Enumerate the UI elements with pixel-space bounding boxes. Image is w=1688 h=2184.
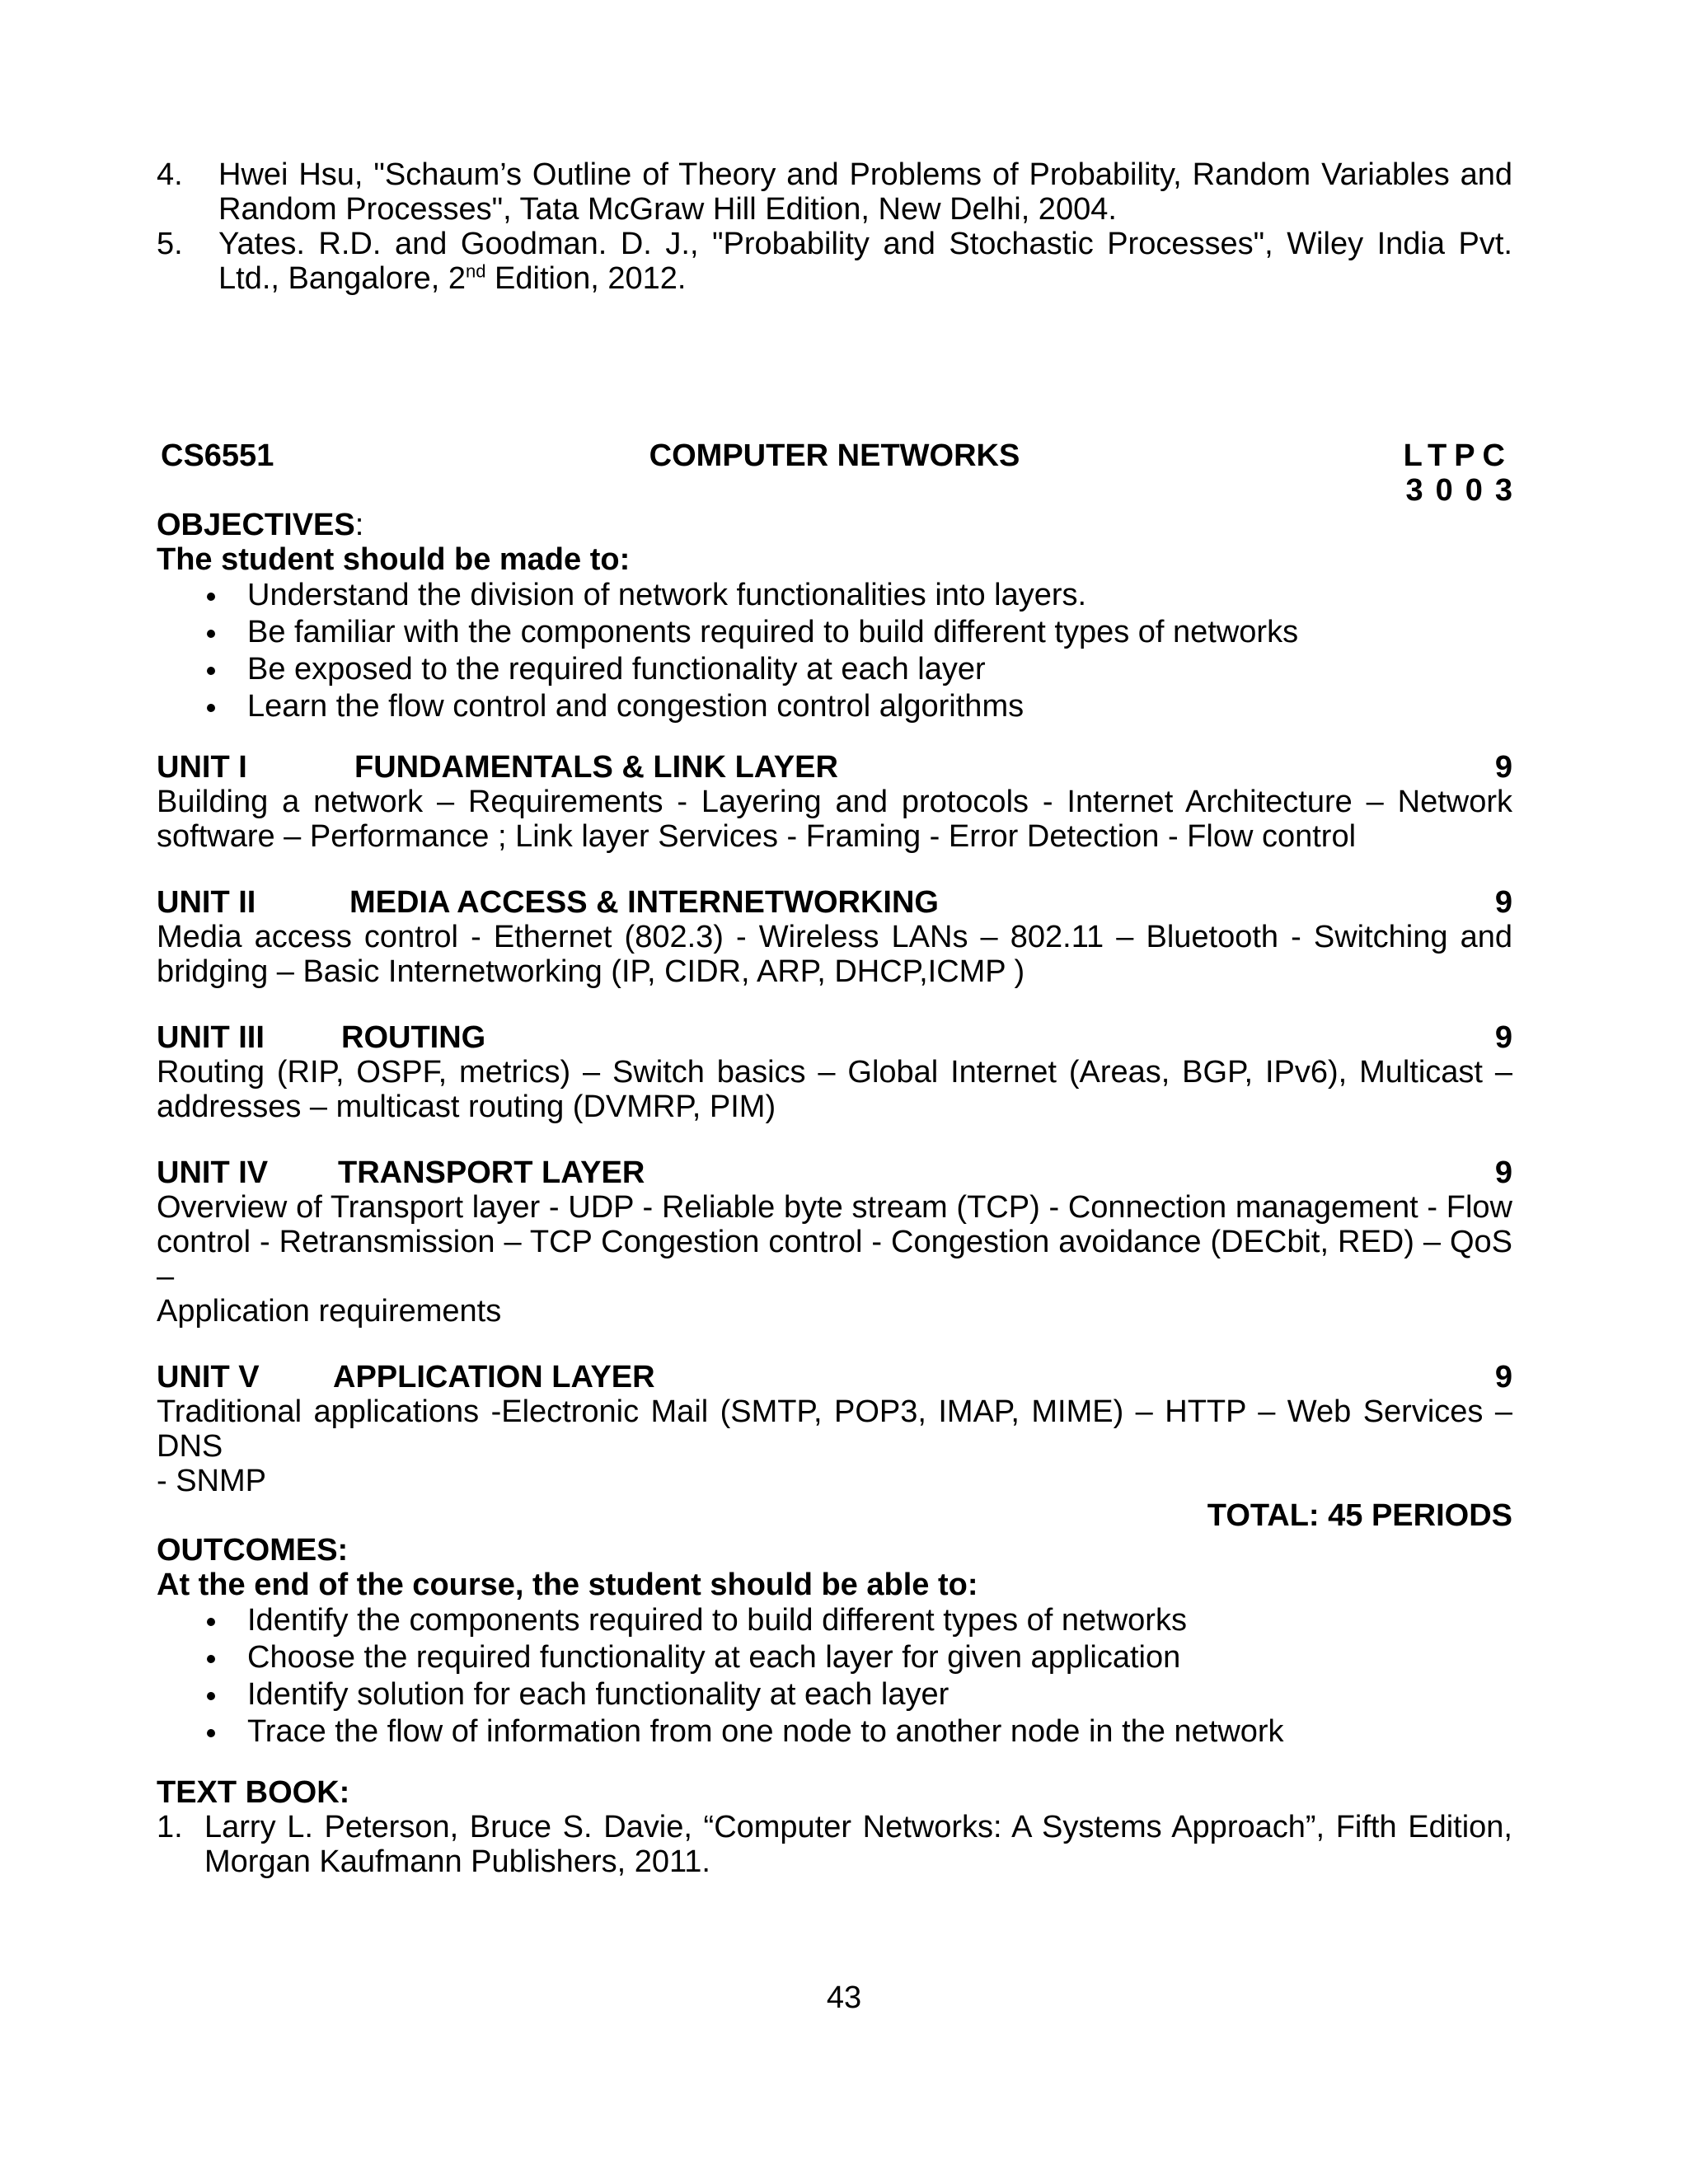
list-item: Be exposed to the required functionality at each layer [200, 651, 1512, 688]
reference-item [157, 227, 1512, 296]
unit-title: FUNDAMENTALS & LINK LAYER [354, 750, 838, 785]
unit-number: UNIT IV [157, 1155, 269, 1190]
unit-title: TRANSPORT LAYER [338, 1155, 645, 1190]
reference-number: 4. [157, 157, 183, 192]
unit-number: UNIT II [157, 885, 256, 920]
objectives-list [157, 577, 1512, 725]
unit-line: addresses – multicast routing (DVMRP, PIM) [157, 1090, 776, 1124]
total-periods: TOTAL: 45 PERIODS [1207, 1498, 1512, 1533]
course-title: COMPUTER NETWORKS [649, 438, 1020, 473]
unit-heading [157, 1020, 1512, 1055]
objectives-intro: The student should be made to: [157, 542, 631, 577]
unit-line: Overview of Transport layer - UDP - Reliable byte stream (TCP) - Connection management - Flow [157, 1190, 1512, 1225]
unit-line: control - Retransmission – TCP Congestion control - Congestion avoidance (DECbit, RED) – QoS – [157, 1225, 1512, 1294]
unit-title: MEDIA ACCESS & INTERNETWORKING [349, 885, 939, 920]
reference-item [157, 157, 1512, 227]
list-item: Learn the flow control and congestion control algorithms [200, 688, 1512, 725]
unit-line: Routing (RIP, OSPF, metrics) – Switch basics – Global Internet (Areas, BGP, IPv6), Multicast – [157, 1055, 1512, 1090]
unit-hours: 9 [1494, 885, 1512, 920]
textbook-text [204, 1810, 1512, 1879]
unit-line: Media access control - Ethernet (802.3) - Wireless LANs – 802.11 – Bluetooth - Switching and [157, 920, 1512, 954]
reference-number: 5. [157, 227, 183, 261]
unit-hours: 9 [1494, 1360, 1512, 1394]
unit-hours: 9 [1494, 1155, 1512, 1190]
textbook-line: Morgan Kaufmann Publishers, 2011. [204, 1844, 710, 1879]
ltpc-values: 3003 [1405, 473, 1525, 508]
unit-number: UNIT III [157, 1020, 265, 1055]
course-code: CS6551 [161, 438, 274, 473]
unit-title: ROUTING [341, 1020, 486, 1055]
outcomes-heading: OUTCOMES: [157, 1533, 349, 1568]
textbook-heading: TEXT BOOK: [157, 1775, 350, 1810]
outcomes-intro: At the end of the course, the student should be able to: [157, 1568, 978, 1602]
unit-section [157, 1020, 1512, 1124]
unit-line: Building a network – Requirements - Layering and protocols - Internet Architecture – Network [157, 785, 1512, 819]
list-item: Identify the components required to build different types of networks [200, 1602, 1512, 1639]
reference-text: Hwei Hsu, "Schaum’s Outline of Theory and Problems of Probability, Random Variables and Random Processes", Tata McGraw Hill Edition, New Delhi, 2004. [218, 157, 1512, 227]
reference-text [218, 227, 1512, 296]
ordinal-suffix: nd [466, 260, 486, 282]
unit-section [157, 750, 1512, 854]
list-item: Trace the flow of information from one node to another node in the network [200, 1713, 1512, 1750]
unit-heading [157, 885, 1512, 920]
unit-section [157, 1155, 1512, 1329]
unit-line: Traditional applications -Electronic Mail (SMTP, POP3, IMAP, MIME) – HTTP – Web Services – DNS [157, 1394, 1512, 1464]
objectives-heading: OBJECTIVES: [157, 508, 364, 542]
page-number: 43 [826, 1980, 862, 2015]
unit-title: APPLICATION LAYER [333, 1360, 655, 1394]
outcomes-list [157, 1602, 1512, 1750]
textbook-line: Larry L. Peterson, Bruce S. Davie, “Computer Networks: A Systems Approach”, Fifth Edition, [204, 1810, 1512, 1844]
list-item: Be familiar with the components required to build different types of networks [200, 614, 1512, 651]
course-header [157, 438, 1512, 473]
list-item: Identify solution for each functionality at each layer [200, 1676, 1512, 1713]
unit-section [157, 1360, 1512, 1498]
unit-number: UNIT V [157, 1360, 260, 1394]
reference-text-part: Yates. R.D. and Goodman. D. J., "Probability and Stochastic Processes", Wiley India Pvt. Ltd., Bangalore, 2 [218, 227, 1512, 296]
unit-heading [157, 1360, 1512, 1394]
reference-text-part: Edition, 2012. [485, 261, 687, 296]
ltpc-label: LTPC [1403, 438, 1512, 473]
unit-hours: 9 [1494, 1020, 1512, 1055]
textbook-item [157, 1810, 1512, 1879]
unit-line: bridging – Basic Internetworking (IP, CIDR, ARP, DHCP,ICMP ) [157, 954, 1025, 989]
unit-number: UNIT I [157, 750, 247, 785]
unit-section [157, 885, 1512, 989]
unit-line: Application requirements [157, 1294, 502, 1329]
textbook-number: 1. [157, 1810, 183, 1844]
list-item: Understand the division of network functionalities into layers. [200, 577, 1512, 614]
list-item: Choose the required functionality at each layer for given application [200, 1639, 1512, 1676]
unit-heading [157, 750, 1512, 785]
document-page [157, 157, 1525, 1879]
unit-hours: 9 [1494, 750, 1512, 785]
unit-line: - SNMP [157, 1464, 266, 1498]
unit-heading [157, 1155, 1512, 1190]
unit-line: software – Performance ; Link layer Services - Framing - Error Detection - Flow control [157, 819, 1357, 854]
